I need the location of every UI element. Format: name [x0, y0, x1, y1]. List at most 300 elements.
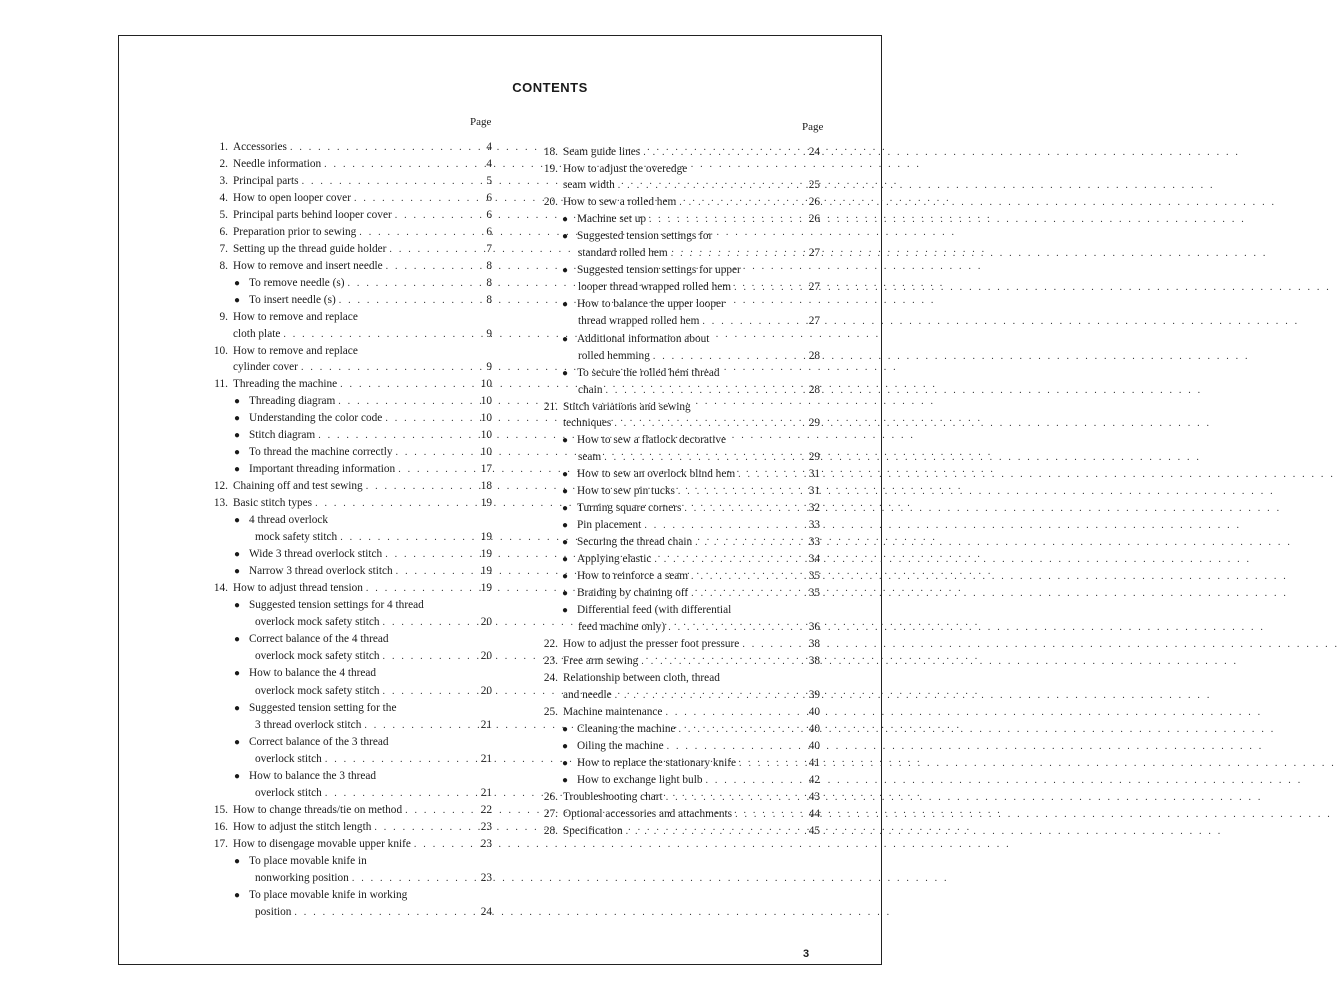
- dot-leader: [623, 824, 808, 840]
- toc-cont2-row: [520, 415, 820, 432]
- toc-sub-row: [200, 410, 492, 427]
- toc-page-number: 45: [808, 824, 820, 837]
- toc-entry-number: 17.: [213, 837, 228, 850]
- dot-leader: [641, 518, 807, 534]
- dot-leader: [298, 360, 485, 376]
- bullet-icon: ●: [562, 367, 569, 379]
- toc-entry-title: Chaining off and test sewing: [233, 479, 363, 492]
- toc-page-number: 19: [480, 548, 492, 561]
- toc-page-number: 10: [480, 411, 492, 424]
- toc-cont-row: [200, 648, 492, 665]
- bullet-icon: ●: [234, 463, 241, 475]
- toc-sub-row: [200, 393, 492, 410]
- contents-title: CONTENTS: [512, 80, 588, 95]
- toc-entry-title: Differential feed (with differential: [577, 604, 732, 617]
- dot-leader: [411, 837, 480, 853]
- toc-entry-title: How to open looper cover: [233, 192, 351, 205]
- toc-entry-title: How to balance the 4 thread: [249, 667, 377, 680]
- toc-entry-title: Turning square corners: [577, 501, 682, 514]
- toc-page-number: 21: [480, 786, 492, 799]
- dot-leader: [291, 905, 479, 921]
- bullet-icon: ●: [234, 600, 241, 612]
- toc-entry-row: [520, 144, 820, 161]
- dot-leader: [345, 276, 486, 292]
- toc-page-number: 35: [808, 570, 820, 583]
- toc-entry-title: Principal parts: [233, 175, 299, 188]
- toc-entry-number: 9.: [219, 311, 228, 324]
- toc-page-number: 27: [808, 281, 820, 294]
- toc-entry-title: Stitch diagram: [249, 428, 316, 441]
- bullet-icon: ●: [562, 485, 569, 497]
- bullet-icon: ●: [234, 278, 241, 290]
- bullet-icon: ●: [562, 571, 569, 583]
- toc-sub-row: [200, 444, 492, 461]
- toc-cont-row: [520, 348, 820, 365]
- toc-cont-row: [200, 904, 492, 921]
- dot-leader: [349, 871, 480, 887]
- dot-leader: [676, 722, 808, 738]
- toc-entry-title: Setting up the thread guide holder: [233, 243, 387, 256]
- toc-sub-row: [520, 517, 820, 534]
- toc-page-number: 10: [480, 428, 492, 441]
- toc-entry-title: Oiling the machine: [577, 739, 664, 752]
- dot-leader: [668, 246, 808, 262]
- toc-sub-row: [200, 631, 492, 648]
- toc-entry-title: 3 thread overlock stitch: [255, 718, 362, 731]
- toc-entry-title: Additional information about: [577, 332, 710, 345]
- toc-entry-title: To place movable knife in: [249, 854, 367, 867]
- bullet-icon: ●: [562, 333, 569, 345]
- toc-entry-row: [200, 478, 492, 495]
- dot-leader: [638, 654, 807, 670]
- toc-sub-row: [200, 853, 492, 870]
- toc-entry-title: cylinder cover: [233, 360, 298, 373]
- toc-page-number: 21: [480, 752, 492, 765]
- toc-page-number: 29: [808, 416, 820, 429]
- bullet-icon: ●: [562, 214, 569, 226]
- toc-entry-title: mock safety stitch: [255, 531, 338, 544]
- toc-page-number: 40: [808, 722, 820, 735]
- toc-cont-row: [520, 619, 820, 636]
- toc-sub-row: [520, 466, 820, 483]
- toc-sub-row: [520, 228, 820, 245]
- toc-entry-title: To thread the machine correctly: [249, 445, 393, 458]
- toc-sub-row: [520, 331, 820, 348]
- toc-entry-title: Applying elastic: [577, 553, 652, 566]
- toc-entry-title: How to sew an overlock blind hem: [577, 467, 736, 480]
- toc-entry-title: Accessories: [233, 141, 287, 153]
- bullet-icon: ●: [234, 566, 241, 578]
- dot-leader: [322, 752, 480, 768]
- toc-right-column: [520, 144, 820, 840]
- toc-page-number: 27: [808, 247, 820, 260]
- toc-page-number: 8: [486, 260, 492, 273]
- toc-entry-title: overlock mock safety stitch: [255, 650, 380, 663]
- toc-entry-title: rolled hemming: [578, 349, 650, 362]
- dot-leader: [382, 411, 479, 427]
- toc-page-number: 4: [486, 141, 492, 153]
- toc-entry-number: 21.: [543, 400, 558, 413]
- toc-entry-title: Stitch variations and sewing: [563, 400, 691, 413]
- toc-entry-number: 11.: [214, 377, 228, 390]
- toc-page-number: 40: [808, 739, 820, 752]
- toc-entry-row: [520, 806, 820, 823]
- dot-leader: [692, 535, 808, 551]
- toc-sub-row: [200, 597, 492, 614]
- toc-entry-title: How to remove and replace: [233, 344, 358, 357]
- toc-page-number: 27: [808, 315, 820, 328]
- bullet-icon: ●: [562, 757, 569, 769]
- toc-page-number: 4: [486, 158, 492, 171]
- toc-entry-title: overlock mock safety stitch: [255, 684, 380, 697]
- toc-page-number: 8: [486, 294, 492, 307]
- bullet-icon: ●: [562, 468, 569, 480]
- toc-page-number: 22: [480, 803, 492, 816]
- bullet-icon: ●: [562, 740, 569, 752]
- toc-entry-title: Cleaning the machine: [577, 722, 676, 735]
- toc-entry-title: Optional accessories and attachments: [563, 807, 733, 820]
- dot-leader: [651, 552, 807, 568]
- toc-entry-title: cloth plate: [233, 327, 281, 340]
- toc-sub-row: [200, 734, 492, 751]
- toc-page-number: 31: [808, 467, 820, 480]
- dot-leader: [699, 314, 807, 330]
- toc-page-number: 9: [486, 360, 492, 373]
- toc-page-number: 19: [480, 531, 492, 544]
- toc-left-column: [200, 139, 492, 921]
- toc-page-number: 32: [808, 501, 820, 514]
- toc-cont2-row: [200, 326, 492, 343]
- toc-entry-title: Suggested tension settings for upper: [577, 264, 741, 277]
- toc-entry-title: Specification: [563, 824, 623, 837]
- dot-leader: [664, 739, 808, 755]
- toc-sub-row: [200, 292, 492, 309]
- toc-cont-row: [200, 870, 492, 887]
- toc-entry-title: techniques: [563, 416, 612, 429]
- toc-entry-title: looper thread wrapped rolled hem: [578, 281, 732, 294]
- toc-entry-title: chain: [578, 383, 603, 396]
- toc-sub-row: [520, 585, 820, 602]
- toc-entry-row: [200, 224, 492, 241]
- toc-entry-row: [200, 836, 492, 853]
- toc-sub-row: [520, 738, 820, 755]
- dot-leader: [681, 501, 807, 517]
- toc-sub-row: [520, 755, 820, 772]
- toc-entry-title: Suggested tension setting for the: [249, 701, 397, 714]
- toc-cont2-row: [520, 687, 820, 704]
- bullet-icon: ●: [562, 502, 569, 514]
- toc-page-number: 42: [808, 773, 820, 786]
- toc-entry-row: [520, 194, 820, 211]
- toc-entry-number: 25.: [543, 705, 558, 718]
- toc-entry-title: Threading the machine: [233, 377, 338, 390]
- toc-entry-number: 18.: [543, 146, 558, 158]
- toc-entry-row: [200, 207, 492, 224]
- dot-leader: [612, 688, 808, 704]
- toc-cont-row: [520, 449, 820, 466]
- dot-leader: [602, 383, 807, 399]
- dot-leader: [601, 450, 807, 466]
- dot-leader: [736, 756, 808, 772]
- toc-entry-title: How to adjust thread tension: [233, 582, 363, 595]
- toc-page-number: 19: [480, 496, 492, 509]
- dot-leader: [363, 479, 480, 495]
- toc-page-number: 24: [480, 906, 492, 919]
- toc-sub-row: [200, 887, 492, 904]
- toc-entry-title: overlock mock safety stitch: [255, 616, 380, 629]
- toc-entry-row: [520, 161, 820, 177]
- bullet-icon: ●: [234, 446, 241, 458]
- toc-page-number: 43: [808, 790, 820, 803]
- bullet-icon: ●: [562, 723, 569, 735]
- toc-page-number: 10: [480, 394, 492, 407]
- toc-cont-row: [200, 529, 492, 546]
- page-number: 3: [803, 948, 810, 960]
- toc-page-number: 34: [808, 553, 820, 566]
- toc-page-number: 8: [486, 277, 492, 290]
- bullet-icon: ●: [234, 736, 241, 748]
- toc-cont-row: [200, 614, 492, 631]
- toc-entry-number: 10.: [213, 344, 228, 357]
- toc-entry-title: and needle: [563, 688, 612, 701]
- toc-entry-title: Braiding by chaining off: [577, 587, 689, 600]
- toc-entry-title: To insert needle (s): [249, 294, 336, 307]
- toc-entry-title: Pin placement: [577, 519, 642, 532]
- toc-page-number: 5: [486, 175, 492, 188]
- dot-leader: [337, 377, 480, 393]
- toc-page-number: 23: [480, 837, 492, 850]
- toc-cont-row: [200, 717, 492, 734]
- dot-leader: [611, 416, 807, 432]
- toc-page-number: 35: [808, 587, 820, 600]
- toc-entry-title: position: [255, 906, 292, 919]
- bullet-icon: ●: [234, 395, 241, 407]
- dot-leader: [665, 620, 808, 636]
- toc-page-number: 44: [808, 807, 820, 820]
- toc-page-number: 17: [480, 462, 492, 475]
- toc-entry-title: overlock stitch: [255, 752, 322, 765]
- toc-sub-row: [200, 768, 492, 785]
- toc-sub-row: [200, 665, 492, 682]
- dot-leader: [646, 212, 808, 228]
- toc-page-number: 28: [808, 349, 820, 362]
- toc-entry-row: [520, 823, 820, 840]
- bullet-icon: ●: [562, 299, 569, 311]
- dot-leader: [392, 208, 486, 224]
- bullet-icon: ●: [562, 434, 569, 446]
- dot-leader: [363, 581, 480, 597]
- toc-page-number: 10: [480, 377, 492, 390]
- toc-page-number: 7: [486, 243, 492, 256]
- toc-entry-title: How to balance the 3 thread: [249, 769, 377, 782]
- toc-sub-row: [520, 365, 820, 382]
- toc-entry-row: [200, 241, 492, 258]
- toc-entry-number: 5.: [219, 209, 228, 222]
- toc-entry-row: [200, 376, 492, 393]
- toc-entry-row: [200, 156, 492, 173]
- toc-entry-title: seam: [578, 450, 602, 463]
- toc-page-number: 33: [808, 519, 820, 532]
- dot-leader: [322, 786, 480, 802]
- toc-entry-row: [200, 139, 492, 156]
- toc-entry-title: Needle information: [233, 158, 322, 171]
- toc-page-number: 33: [808, 536, 820, 549]
- toc-entry-title: nonworking position: [255, 872, 349, 885]
- toc-cont-row: [520, 313, 820, 330]
- toc-cont-row: [200, 785, 492, 802]
- toc-entry-title: How to remove and insert needle: [233, 260, 383, 273]
- dot-leader: [383, 259, 486, 275]
- page-column-heading-left: Page: [470, 116, 492, 128]
- bullet-icon: ●: [234, 412, 241, 424]
- toc-entry-title: feed machine only): [578, 621, 666, 634]
- bullet-icon: ●: [562, 588, 569, 600]
- toc-entry-title: How to adjust the stitch length: [233, 820, 372, 833]
- bullet-icon: ●: [562, 537, 569, 549]
- toc-entry-row: [200, 173, 492, 190]
- dot-leader: [335, 394, 479, 410]
- toc-sub-row: [520, 483, 820, 500]
- toc-entry-row: [520, 636, 820, 653]
- toc-entry-row: [200, 258, 492, 275]
- bullet-icon: ●: [562, 554, 569, 566]
- toc-entry-title: How to adjust the presser foot pressure: [563, 638, 740, 651]
- dot-leader: [739, 637, 807, 653]
- toc-page-number: 20: [480, 616, 492, 629]
- bullet-icon: ●: [234, 702, 241, 714]
- bullet-icon: ●: [234, 855, 241, 867]
- toc-page-number: 21: [480, 718, 492, 731]
- toc-entry-number: 28.: [543, 824, 558, 837]
- dot-leader: [299, 174, 486, 190]
- toc-entry-title: seam width: [563, 179, 615, 192]
- toc-page-number: 40: [808, 705, 820, 718]
- toc-entry-title: Narrow 3 thread overlock stitch: [249, 565, 393, 578]
- toc-entry-number: 2.: [219, 158, 228, 171]
- bullet-icon: ●: [234, 295, 241, 307]
- toc-page-number: 28: [808, 383, 820, 396]
- dot-leader: [287, 140, 485, 156]
- toc-sub-row: [520, 534, 820, 551]
- dot-leader: [312, 496, 480, 512]
- toc-page-number: 26: [808, 196, 820, 209]
- toc-entry-title: Wide 3 thread overlock stitch: [249, 548, 383, 561]
- toc-entry-title: Suggested tension settings for: [577, 230, 713, 243]
- bullet-icon: ●: [234, 515, 241, 527]
- dot-leader: [640, 145, 808, 161]
- toc-page-number: 19: [480, 582, 492, 595]
- toc-entry-title: How to sew a rolled hem: [563, 196, 677, 209]
- dot-leader: [663, 790, 808, 806]
- dot-leader: [361, 718, 479, 734]
- toc-entry-number: 8.: [219, 260, 228, 273]
- dot-leader: [380, 684, 480, 700]
- toc-cont-row: [520, 245, 820, 262]
- toc-entry-title: Free arm sewing: [563, 655, 639, 668]
- toc-cont2-row: [200, 359, 492, 376]
- toc-entry-title: Preparation prior to sewing: [233, 226, 357, 239]
- toc-entry-number: 6.: [219, 226, 228, 239]
- dot-leader: [356, 225, 485, 241]
- toc-page-number: 19: [480, 565, 492, 578]
- dot-leader: [731, 280, 808, 296]
- dot-leader: [650, 349, 808, 365]
- toc-sub-row: [520, 772, 820, 789]
- dot-leader: [735, 467, 808, 483]
- dot-leader: [688, 569, 808, 585]
- toc-entry-title: How to exchange light bulb: [577, 773, 703, 786]
- dot-leader: [315, 428, 480, 444]
- toc-entry-title: To place movable knife in working: [249, 889, 408, 902]
- toc-page-number: 29: [808, 450, 820, 463]
- toc-entry-title: Basic stitch types: [233, 496, 313, 509]
- toc-page-number: 23: [480, 820, 492, 833]
- toc-sub-row: [520, 211, 820, 228]
- toc-entry-number: 13.: [213, 496, 228, 509]
- toc-entry-title: Understanding the color code: [249, 411, 383, 424]
- toc-entry-row: [520, 653, 820, 670]
- toc-page-number: 36: [808, 621, 820, 634]
- toc-entry-title: How to replace the stationary knife: [577, 756, 737, 769]
- toc-entry-title: Securing the thread chain: [577, 536, 693, 549]
- dot-leader: [402, 803, 480, 819]
- toc-page-number: 9: [486, 327, 492, 340]
- toc-entry-title: overlock stitch: [255, 786, 322, 799]
- toc-cont-row: [200, 751, 492, 768]
- dot-leader: [380, 615, 480, 631]
- toc-page-number: 23: [480, 872, 492, 885]
- dot-leader: [371, 820, 479, 836]
- toc-entry-title: Important threading information: [249, 462, 396, 475]
- toc-entry-number: 26.: [543, 790, 558, 803]
- toc-sub-row: [520, 296, 820, 313]
- toc-sub-row: [200, 275, 492, 292]
- dot-leader: [732, 807, 808, 823]
- page-column-heading-right: Page: [802, 121, 824, 133]
- toc-entry-title: Correct balance of the 3 thread: [249, 735, 389, 748]
- dot-leader: [662, 705, 807, 721]
- toc-entry-number: 23.: [543, 655, 558, 668]
- toc-entry-title: Seam guide lines: [563, 146, 641, 158]
- toc-entry-title: How to balance the upper looper: [577, 298, 725, 311]
- toc-entry-title: standard rolled hem: [578, 247, 668, 260]
- toc-entry-number: 12.: [213, 479, 228, 492]
- dot-leader: [351, 191, 485, 207]
- toc-entry-title: thread wrapped rolled hem: [578, 315, 700, 328]
- toc-entry-number: 24.: [543, 672, 558, 685]
- toc-sub-row: [200, 546, 492, 563]
- bullet-icon: ●: [234, 668, 241, 680]
- dot-leader: [280, 327, 485, 343]
- dot-leader: [395, 462, 480, 478]
- toc-entry-title: Machine maintenance: [563, 705, 663, 718]
- toc-sub-row: [520, 721, 820, 738]
- bullet-icon: ●: [234, 429, 241, 441]
- toc-entry-row: [200, 802, 492, 819]
- toc-sub-row: [520, 262, 820, 279]
- dot-leader: [380, 649, 480, 665]
- toc-entry-number: 22.: [543, 638, 558, 651]
- toc-cont-row: [200, 683, 492, 700]
- toc-sub-row: [200, 461, 492, 478]
- dot-leader: [337, 530, 480, 546]
- toc-entry-title: How to remove and replace: [233, 311, 358, 324]
- toc-page-number: 41: [808, 756, 820, 769]
- toc-entry-row: [200, 190, 492, 207]
- toc-entry-title: Relationship between cloth, thread: [563, 672, 720, 685]
- toc-page-number: 31: [808, 484, 820, 497]
- toc-entry-title: To secure the rolled hem thread: [577, 366, 720, 379]
